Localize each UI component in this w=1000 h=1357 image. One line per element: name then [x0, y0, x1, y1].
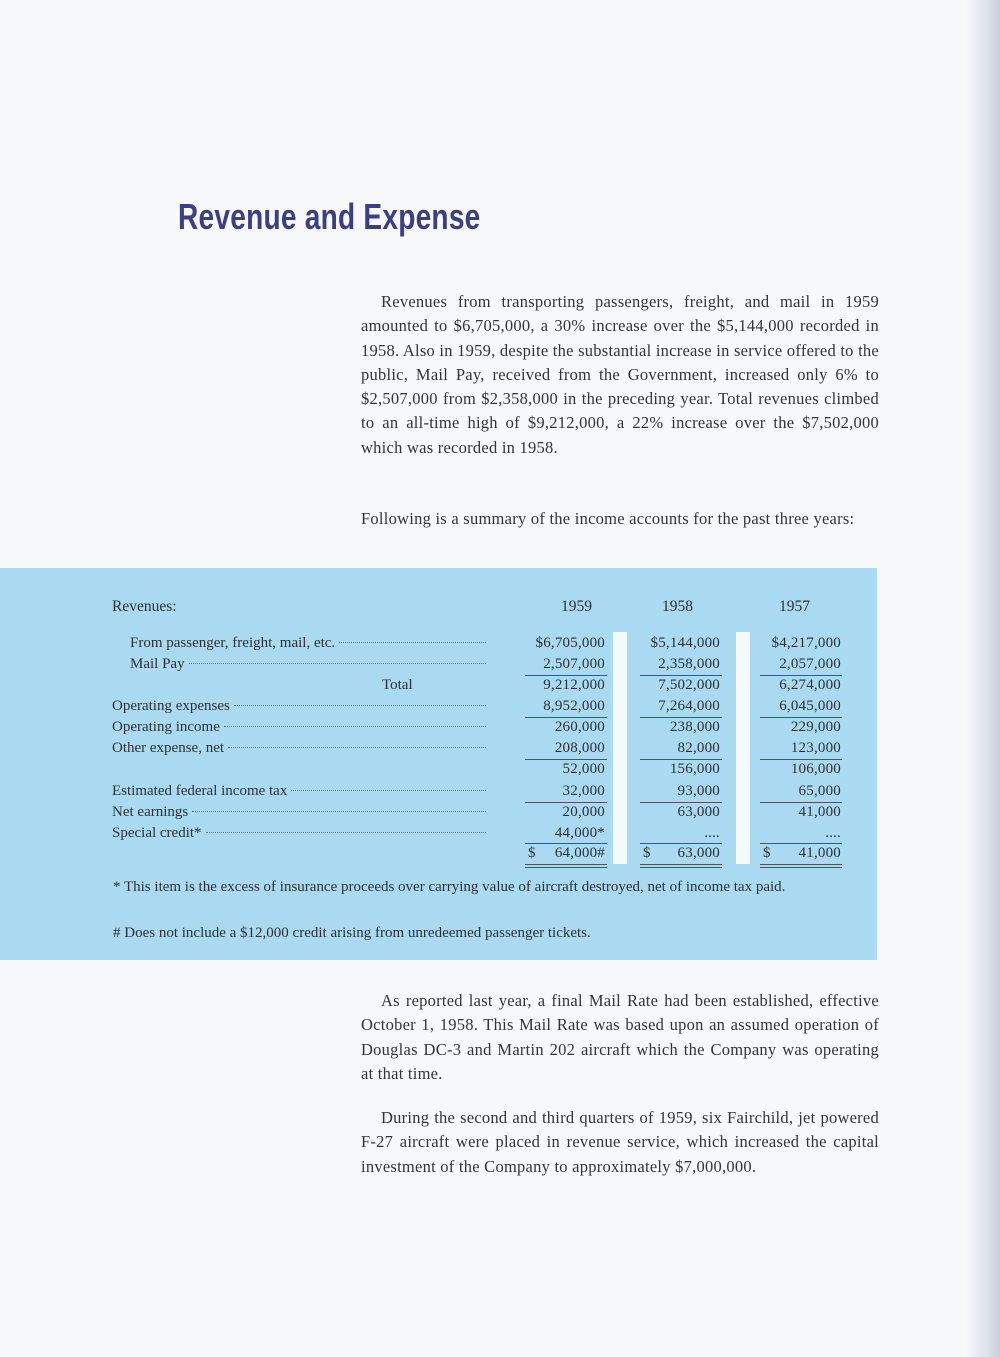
cell-1957: 65,000 [798, 783, 841, 799]
cell-1958: 82,000 [677, 740, 720, 756]
double-rule [760, 864, 842, 865]
double-rule [525, 864, 607, 865]
cell-1957: .... [825, 825, 841, 841]
page-title: Revenue and Expense [178, 196, 481, 237]
cell-1958: 7,502,000 [658, 677, 720, 693]
row-label: From passenger, freight, mail, etc. [130, 635, 336, 651]
cell-1959: 32,000 [562, 783, 605, 799]
paragraph-revenues: Revenues from transporting passengers, freight, and mail in 1959 amounted to $6,705,000, a 30% increase over the $5,144,000 recorded in 1958. Also in 1959, despite the substantial increase in service offered to the public, Mail Pay, received from the Government, increased only 6% to $2,507,000 from $2,358,000 in the preceding year. Total revenues climbed to an all-time high of $9,212,000, a 22% increase over the $7,502,000 which was recorded in 1958. [361, 292, 879, 457]
paragraph-aircraft: During the second and third quarters of 1959, six Fairchild, jet powered F-27 aircraft were placed in revenue service, which increased the capital investment of the Company to approximately $7,000,000. [361, 1108, 879, 1176]
cell-1958: 63,000 [677, 845, 720, 861]
currency-sign: $ [528, 845, 536, 861]
cell-1958: .... [704, 825, 720, 841]
page-edge-shadow [966, 0, 1000, 1357]
cell-1958: 156,000 [669, 761, 720, 777]
cell-1957: 6,045,000 [779, 698, 841, 714]
table-row [0, 802, 877, 823]
cell-1959: 8,952,000 [543, 698, 605, 714]
double-rule [760, 867, 842, 868]
table-row [0, 823, 877, 844]
cell-1958: 7,264,000 [658, 698, 720, 714]
paragraph-mail-rate: As reported last year, a final Mail Rate had been established, effective October 1, 1958. This Mail Rate was based upon an assumed operation of Douglas DC-3 and Martin 202 aircraft which the Company was operating at that time. [361, 991, 879, 1083]
row-label: Operating income [112, 719, 220, 735]
cell-1958: 93,000 [677, 783, 720, 799]
cell-1959: 44,000* [554, 825, 605, 841]
cell-1957: $4,217,000 [771, 635, 841, 651]
cell-1958: 2,358,000 [658, 656, 720, 672]
cell-1959: 52,000 [562, 761, 605, 777]
revenues-section-label: Revenues: [112, 598, 177, 615]
row-label: Special credit* [112, 825, 202, 841]
year-header-1959: 1959 [561, 598, 592, 615]
double-rule [640, 867, 722, 868]
table-row [0, 781, 877, 802]
row-label: Net earnings [112, 804, 189, 820]
table-row [0, 654, 877, 675]
table-row [0, 633, 877, 654]
cell-1959: 260,000 [554, 719, 605, 735]
row-label: Estimated federal income tax [112, 783, 288, 799]
total-label: Total [382, 677, 413, 693]
year-header-1958: 1958 [662, 598, 693, 615]
cell-1959: 2,507,000 [543, 656, 605, 672]
table-row-total [0, 675, 877, 696]
row-label: Mail Pay [130, 656, 185, 672]
table-row [0, 759, 877, 780]
cell-1957: 106,000 [790, 761, 841, 777]
cell-1957: 229,000 [790, 719, 841, 735]
cell-1957: 6,274,000 [779, 677, 841, 693]
table-row [0, 717, 877, 738]
currency-sign: $ [643, 845, 651, 861]
year-header-1957: 1957 [779, 598, 810, 615]
cell-1959: 9,212,000 [543, 677, 605, 693]
double-rule [525, 867, 607, 868]
cell-1959: 20,000 [562, 804, 605, 820]
double-rule [640, 864, 722, 865]
cell-1958: 238,000 [669, 719, 720, 735]
row-label: Other expense, net [112, 740, 225, 756]
currency-sign: $ [763, 845, 771, 861]
cell-1959: 208,000 [554, 740, 605, 756]
footnote-hash: # Does not include a $12,000 credit arising from unredeemed passenger tickets. [113, 925, 591, 941]
cell-1958: $5,144,000 [650, 635, 720, 651]
cell-1957: 41,000 [798, 804, 841, 820]
row-label: Operating expenses [112, 698, 230, 714]
table-row [0, 738, 877, 759]
cell-1959: $6,705,000 [535, 635, 605, 651]
table-row [0, 696, 877, 717]
cell-1957: 41,000 [798, 845, 841, 861]
cell-1957: 123,000 [790, 740, 841, 756]
cell-1959: 64,000# [554, 845, 605, 861]
cell-1958: 63,000 [677, 804, 720, 820]
paragraph-summary-intro: Following is a summary of the income accounts for the past three years: [361, 509, 855, 528]
table-row-final [0, 843, 877, 864]
footnote-star: * This item is the excess of insurance proceeds over carrying value of aircraft destroyed, net of income tax paid. [113, 879, 786, 895]
cell-1957: 2,057,000 [779, 656, 841, 672]
